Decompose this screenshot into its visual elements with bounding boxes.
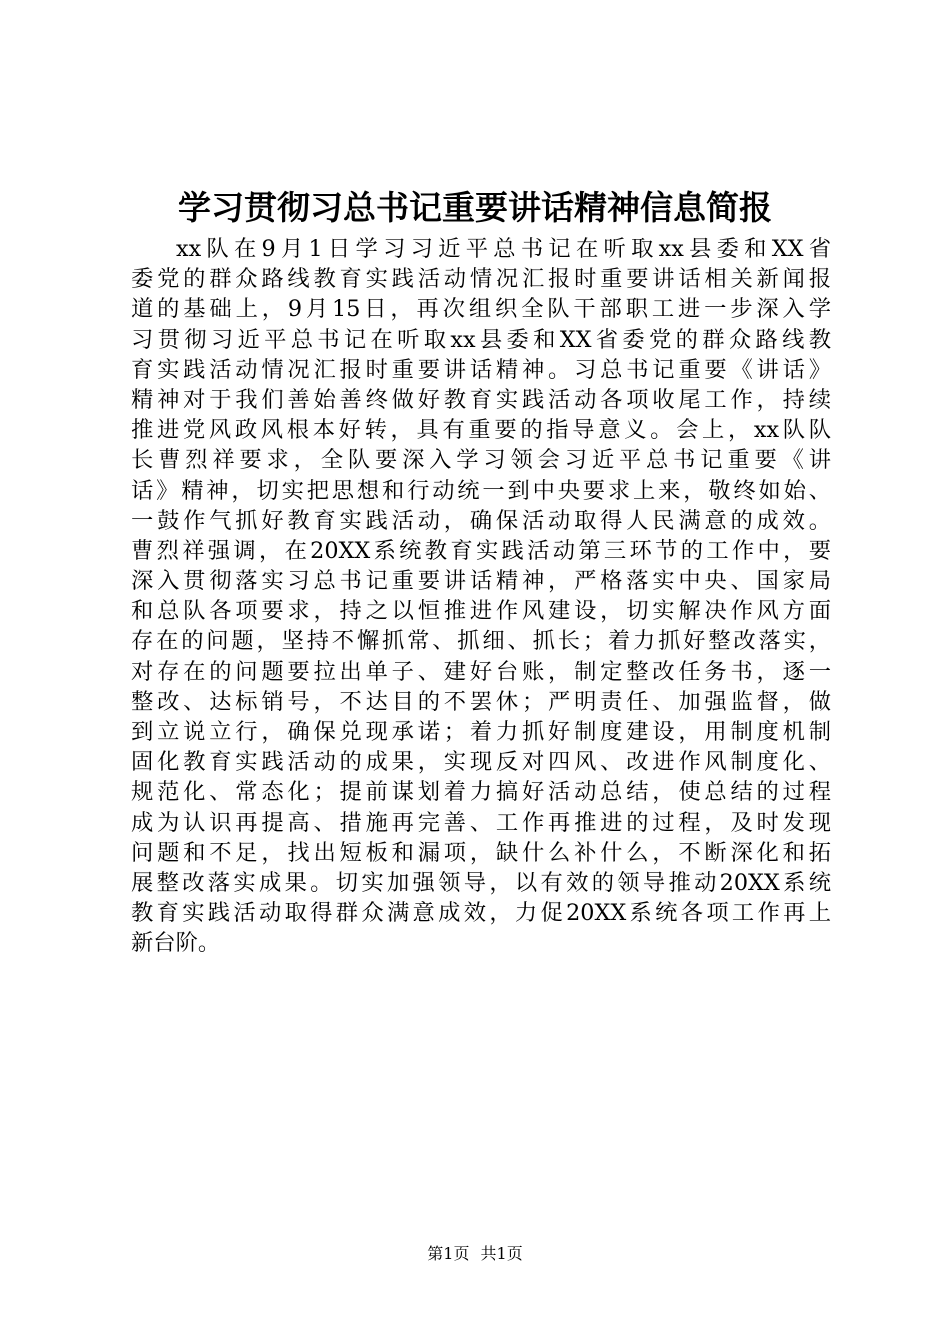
body-line: 问题和不足，找出短板和漏项，缺什么补什么，不断深化和拓 bbox=[131, 839, 831, 866]
body-line: 到立说立行，确保兑现承诺；着力抓好制度建设，用制度机制 bbox=[131, 719, 831, 745]
body-line: 推进党风政风根本好转，具有重要的指导意义。会上，xx队队 bbox=[131, 417, 831, 444]
body-line: 长曹烈祥要求，全队要深入学习领会习近平总书记重要《讲 bbox=[131, 447, 831, 474]
document-body bbox=[131, 234, 831, 959]
body-line: 曹烈祥强调，在20XX系统教育实践活动第三环节的工作中，要 bbox=[131, 537, 831, 564]
body-line: 道的基础上，9月15日，再次组织全队干部职工进一步深入学 bbox=[131, 296, 831, 323]
page-footer bbox=[0, 1244, 950, 1264]
body-line: 对存在的问题要拉出单子、建好台账，制定整改任务书，逐一 bbox=[131, 658, 831, 685]
body-line: 整改、达标销号，不达目的不罢休；严明责任、加强监督，做 bbox=[131, 688, 831, 715]
body-line: 深入贯彻落实习总书记重要讲话精神，严格落实中央、国家局 bbox=[131, 568, 831, 595]
body-line: 精神对于我们善始善终做好教育实践活动各项收尾工作，持续 bbox=[131, 386, 831, 413]
body-line: 育实践活动情况汇报时重要讲话精神。习总书记重要《讲话》 bbox=[131, 356, 831, 383]
page-number: 第1页 bbox=[427, 1244, 470, 1263]
body-line: 委党的群众路线教育实践活动情况汇报时重要讲话相关新闻报 bbox=[131, 266, 831, 293]
document-title: 学习贯彻习总书记重要讲话精神信息简报 bbox=[178, 188, 772, 227]
body-line: 规范化、常态化；提前谋划着力搞好活动总结，使总结的过程 bbox=[131, 779, 831, 806]
body-line: 话》精神，切实把思想和行动统一到中央要求上来，敬终如始、 bbox=[131, 477, 831, 504]
body-line: 新台阶。 bbox=[131, 930, 221, 957]
body-line: 展整改落实成果。切实加强领导，以有效的领导推动20XX系统 bbox=[131, 869, 831, 896]
body-line: 成为认识再提高、措施再完善、工作再推进的过程，及时发现 bbox=[131, 809, 831, 836]
body-line: 习贯彻习近平总书记在听取xx县委和XX省委党的群众路线教 bbox=[131, 326, 831, 353]
page-total: 共1页 bbox=[480, 1244, 523, 1263]
body-line: 教育实践活动取得群众满意成效，力促20XX系统各项工作再上 bbox=[131, 900, 831, 927]
body-line: xx队在9月1日学习习近平总书记在听取xx县委和XX省 bbox=[176, 236, 831, 262]
body-line: 一鼓作气抓好教育实践活动，确保活动取得人民满意的成效。 bbox=[131, 507, 831, 534]
body-line: 存在的问题，坚持不懈抓常、抓细、抓长；着力抓好整改落实， bbox=[131, 628, 831, 655]
body-line: 固化教育实践活动的成果，实现反对四风、改进作风制度化、 bbox=[131, 749, 831, 776]
body-line: 和总队各项要求，持之以恒推进作风建设，切实解决作风方面 bbox=[131, 598, 831, 625]
